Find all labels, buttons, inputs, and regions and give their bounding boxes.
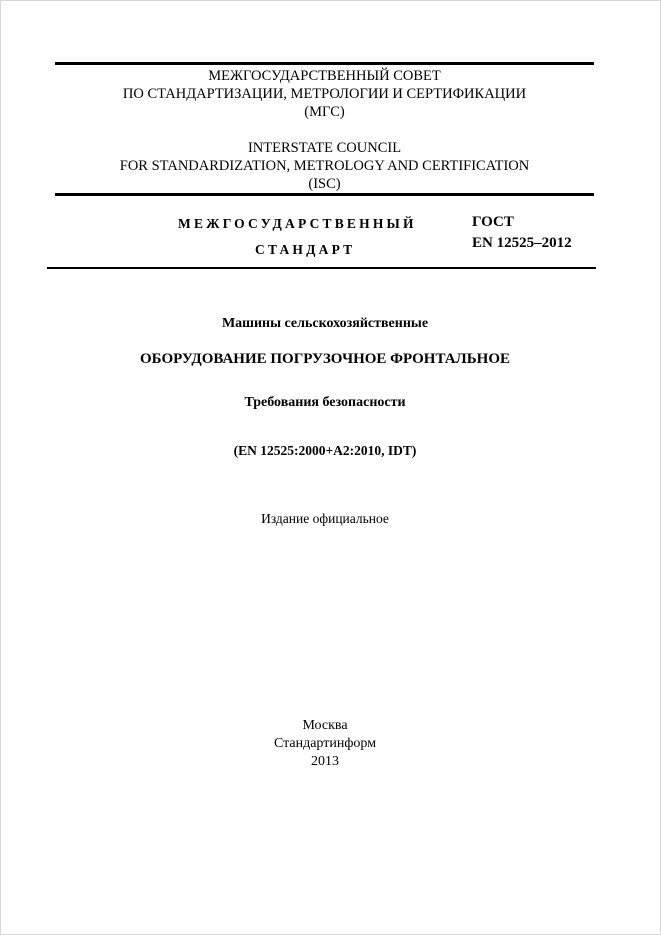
imprint-publisher: Стандартинформ xyxy=(273,736,377,751)
bottom-rule xyxy=(47,267,596,269)
standard-designation xyxy=(472,212,572,254)
title-main: ОБОРУДОВАНИЕ ПОГРУЗОЧНОЕ ФРОНТАЛЬНОЕ xyxy=(139,351,510,367)
council-en-block xyxy=(55,139,594,193)
imprint-city: Москва xyxy=(302,718,348,733)
title-category: Машины сельскохозяйственные xyxy=(221,316,429,331)
top-rule xyxy=(55,62,594,65)
edition-label: Издание официальное xyxy=(261,511,389,526)
council-ru-line1: МЕЖГОСУДАРСТВЕННЫЙ СОВЕТ xyxy=(208,68,441,84)
council-en-line1: INTERSTATE COUNCIL xyxy=(247,140,402,156)
council-ru-block xyxy=(55,67,594,121)
council-ru-line3: (МГС) xyxy=(304,104,345,120)
council-en-line3: (ISC) xyxy=(308,176,341,192)
council-ru-line2: ПО СТАНДАРТИЗАЦИИ, МЕТРОЛОГИИ И СЕРТИФИКАЦИИ xyxy=(122,86,527,102)
designation-line2: EN 12525–2012 xyxy=(472,235,572,251)
standard-type-line1: МЕЖГОСУДАРСТВЕННЫЙ xyxy=(178,216,417,231)
council-en-line2: FOR STANDARDIZATION, METROLOGY AND CERTIFICATION xyxy=(119,158,530,174)
middle-rule xyxy=(55,193,594,196)
designation-line1: ГОСТ xyxy=(472,214,514,230)
standard-type-line2: СТАНДАРТ xyxy=(255,242,356,257)
imprint-year: 2013 xyxy=(311,754,339,769)
title-subtitle: Требования безопасности xyxy=(244,395,406,410)
imprint-block xyxy=(0,717,650,771)
title-equivalence: (EN 12525:2000+A2:2010, IDT) xyxy=(233,443,417,458)
